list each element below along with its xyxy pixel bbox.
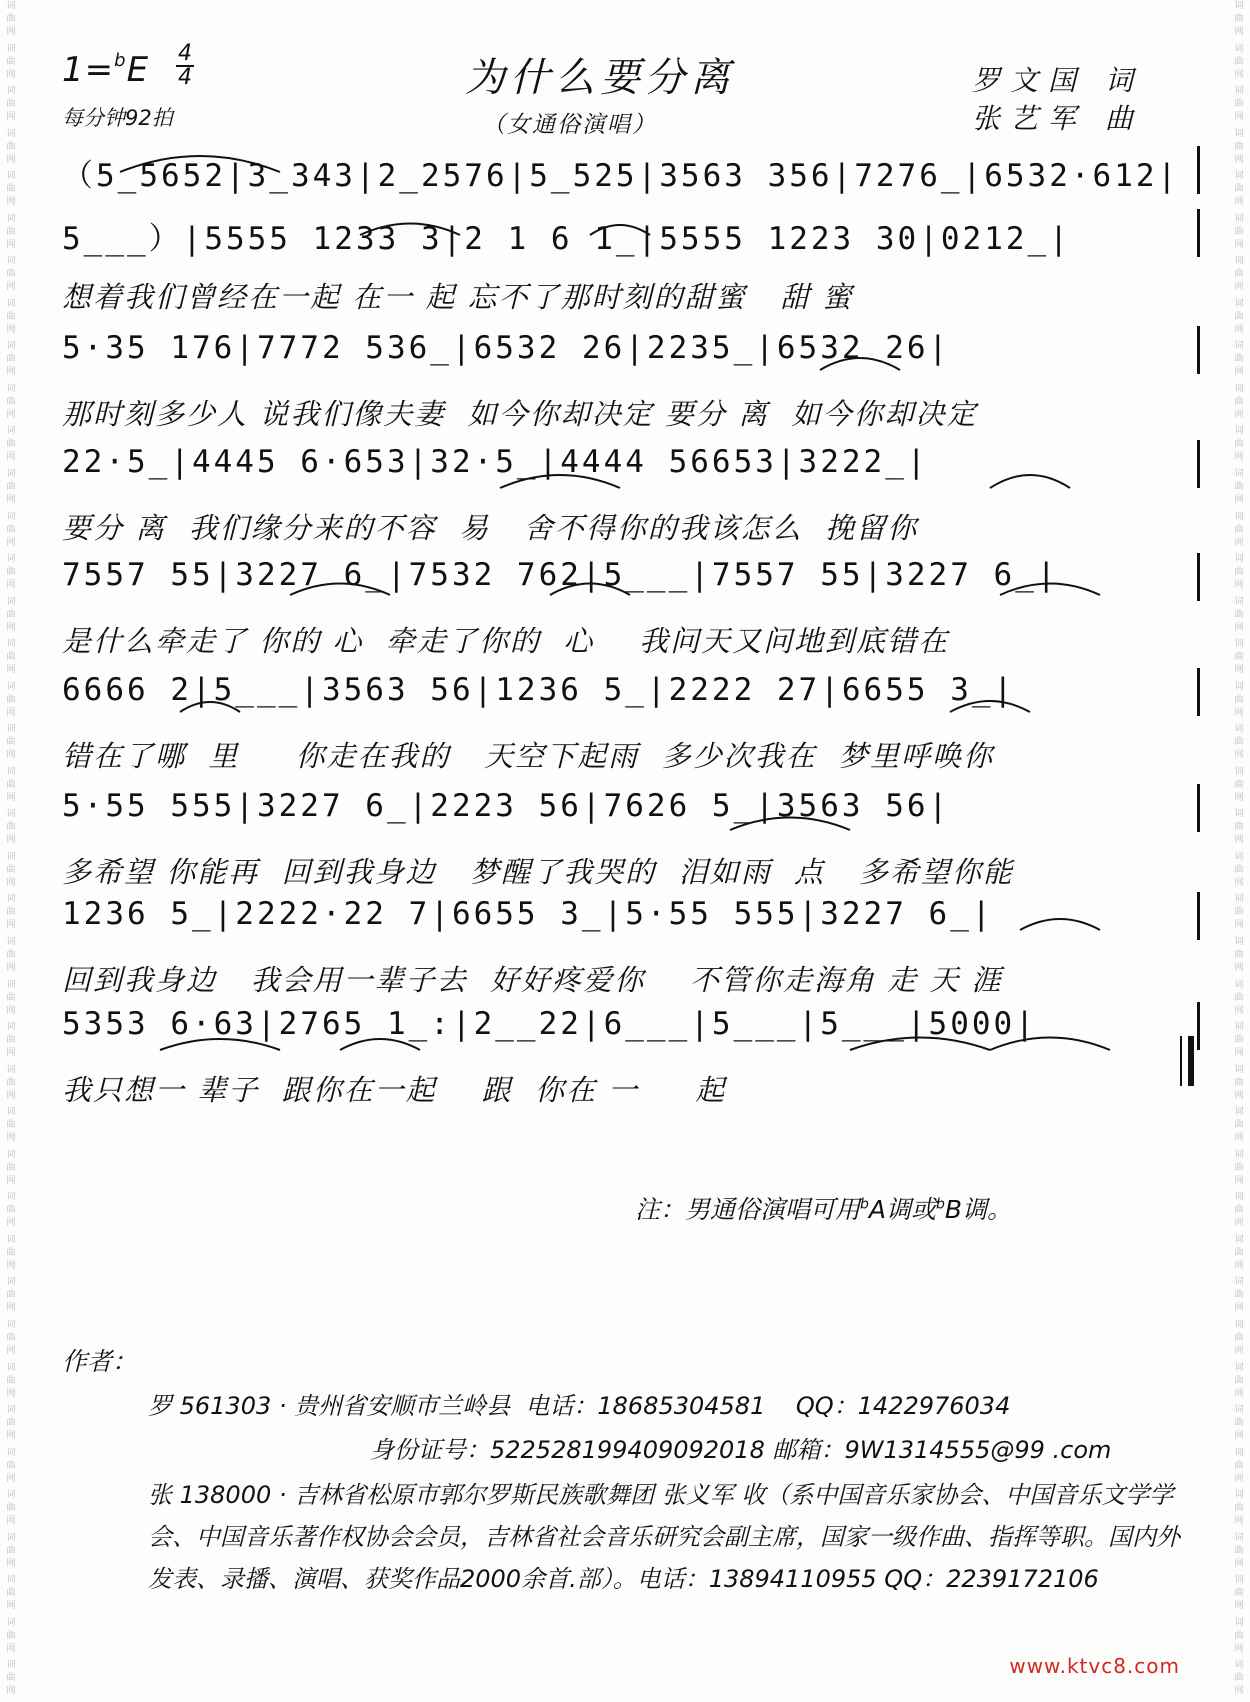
side-watermark-char: 网 bbox=[6, 622, 16, 633]
side-watermark-char: 曲 bbox=[1234, 950, 1244, 961]
side-watermark-char: 曲 bbox=[6, 1162, 16, 1173]
side-watermark-char: 词 bbox=[6, 256, 16, 267]
performance-note: 注：男通俗演唱可用$^b$A调或$^b$B调。 bbox=[635, 1195, 1013, 1224]
barline bbox=[1197, 553, 1200, 601]
side-watermark-char: 网 bbox=[6, 112, 16, 123]
side-watermark-char: 网 bbox=[1234, 197, 1244, 208]
side-watermark-char: 网 bbox=[6, 1345, 16, 1356]
side-watermark-char: 曲 bbox=[6, 396, 16, 407]
side-watermark-char: 曲 bbox=[1234, 1375, 1244, 1386]
side-watermark-char: 词 bbox=[1234, 511, 1244, 522]
side-watermark-char: 曲 bbox=[6, 269, 16, 280]
side-watermark-char: 词 bbox=[6, 554, 16, 565]
side-watermark-char: 网 bbox=[1234, 324, 1244, 335]
credits bbox=[972, 62, 1143, 138]
side-watermark-char: 曲 bbox=[1234, 1162, 1244, 1173]
side-watermark-char: 曲 bbox=[1234, 1332, 1244, 1343]
side-watermark-char: 网 bbox=[6, 1048, 16, 1059]
side-watermark-char: 词 bbox=[1234, 171, 1244, 182]
side-watermark-char: 曲 bbox=[6, 1332, 16, 1343]
side-watermark-char: 曲 bbox=[6, 1460, 16, 1471]
side-watermark-char: 词 bbox=[6, 1064, 16, 1075]
side-watermark-char: 词 bbox=[1234, 639, 1244, 650]
notation-text: 5·55 555|3227 6_|2223 56|7626 5_|3563 56| bbox=[62, 788, 951, 824]
lyric-row: 想着我们曾经在一起 在一 起 忘不了那时刻的甜蜜 甜 蜜 bbox=[62, 280, 854, 314]
side-watermark-char: 网 bbox=[6, 495, 16, 506]
side-watermark-char: 词 bbox=[1234, 1362, 1244, 1373]
side-watermark-char: 词 bbox=[6, 1575, 16, 1586]
side-watermark-char: 网 bbox=[6, 835, 16, 846]
side-watermark-char: 网 bbox=[6, 920, 16, 931]
notation-row bbox=[62, 1006, 1200, 1062]
side-watermark-char: 曲 bbox=[6, 482, 16, 493]
side-watermark-char: 网 bbox=[1234, 963, 1244, 974]
side-watermark-char: 词 bbox=[6, 809, 16, 820]
side-watermark-char: 网 bbox=[6, 963, 16, 974]
side-watermark-char: 词 bbox=[1234, 1107, 1244, 1118]
side-watermark-char: 网 bbox=[1234, 1473, 1244, 1484]
side-watermark-char: 网 bbox=[1234, 920, 1244, 931]
side-watermark-char: 词 bbox=[6, 1149, 16, 1160]
side-watermark-char: 词 bbox=[6, 894, 16, 905]
side-watermark-char: 网 bbox=[6, 1005, 16, 1016]
side-watermark-char: 曲 bbox=[6, 1545, 16, 1556]
side-watermark-char: 词 bbox=[6, 469, 16, 480]
authors-heading: 作者： bbox=[62, 1347, 138, 1376]
side-watermark-char: 曲 bbox=[1234, 184, 1244, 195]
side-watermark-char: 词 bbox=[1234, 766, 1244, 777]
side-watermark-char: 词 bbox=[6, 383, 16, 394]
notation-row bbox=[62, 896, 1200, 952]
side-watermark-char: 网 bbox=[1234, 580, 1244, 591]
side-watermark-char: 曲 bbox=[6, 822, 16, 833]
side-watermark-char: 词 bbox=[6, 1022, 16, 1033]
side-watermark-char: 网 bbox=[1234, 1431, 1244, 1442]
side-watermark-char: 曲 bbox=[1234, 609, 1244, 620]
side-watermark-char: 词 bbox=[1234, 256, 1244, 267]
side-watermark-char: 网 bbox=[6, 580, 16, 591]
side-watermark-char: 词 bbox=[6, 979, 16, 990]
side-watermark-char: 曲 bbox=[1234, 737, 1244, 748]
notation-row bbox=[62, 213, 1200, 269]
side-watermark-char: 词 bbox=[1234, 894, 1244, 905]
song-title: 为什么要分离 bbox=[465, 55, 735, 101]
side-watermark-char: 词 bbox=[1234, 1490, 1244, 1501]
side-watermark-char: 词 bbox=[6, 128, 16, 139]
author-lyricist-id: 身份证号：522528199409092018 邮箱：9W1314555@99 .com bbox=[370, 1436, 1112, 1464]
side-watermark-char: 曲 bbox=[1234, 694, 1244, 705]
side-watermark-char: 曲 bbox=[1234, 141, 1244, 152]
side-watermark-char: 词 bbox=[6, 1277, 16, 1288]
side-watermark-char: 词 bbox=[1234, 1234, 1244, 1245]
side-watermark-char: 曲 bbox=[6, 567, 16, 578]
side-watermark-char: 词 bbox=[6, 298, 16, 309]
side-watermark-char: 网 bbox=[1234, 367, 1244, 378]
side-watermark-char: 网 bbox=[6, 452, 16, 463]
side-watermark-char: 词 bbox=[1234, 851, 1244, 862]
side-watermark-char: 词 bbox=[1234, 1192, 1244, 1203]
side-watermark-char: 曲 bbox=[1234, 1247, 1244, 1258]
side-watermark-char: 曲 bbox=[6, 779, 16, 790]
side-watermark-char: 词 bbox=[6, 1447, 16, 1458]
side-watermark-char: 词 bbox=[6, 426, 16, 437]
side-watermark-char: 曲 bbox=[1234, 482, 1244, 493]
barline bbox=[1197, 326, 1200, 374]
side-watermark-char: 网 bbox=[6, 367, 16, 378]
side-watermark-char: 曲 bbox=[6, 1503, 16, 1514]
side-watermark-char: 曲 bbox=[6, 1418, 16, 1429]
side-watermark-char: 网 bbox=[6, 707, 16, 718]
side-watermark-char: 词 bbox=[1234, 937, 1244, 948]
side-watermark-char: 网 bbox=[1234, 750, 1244, 761]
time-signature bbox=[176, 41, 194, 90]
side-watermark-char: 曲 bbox=[6, 907, 16, 918]
tempo-marking: 每分钟92拍 bbox=[62, 106, 173, 130]
side-watermark-char: 曲 bbox=[6, 1077, 16, 1088]
side-watermark-char: 词 bbox=[6, 1, 16, 11]
side-watermark-char: 网 bbox=[1234, 1218, 1244, 1229]
side-watermark-char: 词 bbox=[1234, 426, 1244, 437]
side-watermark-char: 网 bbox=[1234, 282, 1244, 293]
side-watermark-char: 词 bbox=[6, 1319, 16, 1330]
side-watermark-strip-left bbox=[0, 0, 22, 1702]
side-watermark-char: 网 bbox=[6, 1218, 16, 1229]
side-watermark-char: 曲 bbox=[1234, 1460, 1244, 1471]
side-watermark-char: 词 bbox=[6, 341, 16, 352]
side-watermark-char: 网 bbox=[1234, 239, 1244, 250]
side-watermark-char: 词 bbox=[1234, 1575, 1244, 1586]
side-watermark-char: 曲 bbox=[6, 609, 16, 620]
side-watermark-char: 曲 bbox=[6, 737, 16, 748]
notation-text: 5·35 176|7772 536_|6532 26|2235_|6532 26| bbox=[62, 330, 951, 366]
site-watermark: www.ktvc8.com bbox=[1009, 1654, 1180, 1678]
side-watermark-char: 词 bbox=[6, 1490, 16, 1501]
side-watermark-char: 网 bbox=[1234, 452, 1244, 463]
side-watermark-char: 网 bbox=[6, 792, 16, 803]
notation-text: 6666 2|5___|3563 56|1236 5_|2222 27|6655 3_| bbox=[62, 672, 1016, 708]
side-watermark-char: 网 bbox=[6, 239, 16, 250]
side-watermark-char: 网 bbox=[6, 197, 16, 208]
notation-text: 1236 5_|2222·22 7|6655 3_|5·55 555|3227 6_| bbox=[62, 896, 994, 932]
side-watermark-char: 网 bbox=[6, 1133, 16, 1144]
side-watermark-char: 曲 bbox=[1234, 1205, 1244, 1216]
side-watermark-char: 曲 bbox=[1234, 652, 1244, 663]
side-watermark-char: 网 bbox=[1234, 112, 1244, 123]
side-watermark-char: 曲 bbox=[6, 652, 16, 663]
side-watermark-char: 曲 bbox=[6, 56, 16, 67]
barline bbox=[1197, 209, 1200, 257]
side-watermark-char: 曲 bbox=[1234, 1503, 1244, 1514]
side-watermark-char: 网 bbox=[6, 1175, 16, 1186]
side-watermark-char: 曲 bbox=[6, 226, 16, 237]
side-watermark-char: 网 bbox=[1234, 1260, 1244, 1271]
side-watermark-char: 词 bbox=[1234, 86, 1244, 97]
side-watermark-char: 词 bbox=[6, 681, 16, 692]
side-watermark-char: 网 bbox=[6, 1090, 16, 1101]
lyric-row: 多希望 你能再 回到我身边 梦醒了我哭的 泪如雨 点 多希望你能 bbox=[62, 855, 1014, 889]
side-watermark-char: 词 bbox=[6, 1107, 16, 1118]
side-watermark-char: 曲 bbox=[1234, 1588, 1244, 1599]
side-watermark-char: 词 bbox=[6, 86, 16, 97]
time-signature-bottom: 4 bbox=[178, 65, 192, 90]
side-watermark-char: 曲 bbox=[1234, 1545, 1244, 1556]
side-watermark-char: 网 bbox=[1234, 537, 1244, 548]
side-watermark-char: 曲 bbox=[1234, 1290, 1244, 1301]
notation-text: 5353 6·63|2765 1_:|2__22|6___|5___|5___|5000| bbox=[62, 1006, 1037, 1042]
side-watermark-char: 曲 bbox=[6, 1290, 16, 1301]
side-watermark-char: 网 bbox=[6, 27, 16, 37]
side-watermark-char: 词 bbox=[6, 596, 16, 607]
side-watermark-char: 网 bbox=[6, 154, 16, 165]
side-watermark-char: 词 bbox=[6, 213, 16, 224]
side-watermark-char: 词 bbox=[6, 724, 16, 735]
side-watermark-char: 词 bbox=[6, 171, 16, 182]
side-watermark-char: 网 bbox=[1234, 1048, 1244, 1059]
side-watermark-char: 词 bbox=[1234, 341, 1244, 352]
side-watermark-char: 曲 bbox=[6, 439, 16, 450]
side-watermark-char: 词 bbox=[1234, 979, 1244, 990]
composer-credit: 张艺军 曲 bbox=[972, 102, 1143, 135]
side-watermark-char: 曲 bbox=[6, 524, 16, 535]
side-watermark-char: 词 bbox=[1234, 724, 1244, 735]
side-watermark-char: 词 bbox=[6, 1362, 16, 1373]
side-watermark-char: 曲 bbox=[1234, 439, 1244, 450]
lyricist-credit: 罗文国 词 bbox=[972, 64, 1143, 97]
barline bbox=[1197, 146, 1200, 194]
side-watermark-char: 词 bbox=[6, 851, 16, 862]
side-watermark-char: 网 bbox=[6, 409, 16, 420]
side-watermark-char: 曲 bbox=[6, 694, 16, 705]
side-watermark-char: 词 bbox=[6, 766, 16, 777]
side-watermark-char: 曲 bbox=[6, 1673, 16, 1684]
side-watermark-char: 网 bbox=[1234, 1558, 1244, 1569]
side-watermark-char: 网 bbox=[1234, 1516, 1244, 1527]
side-watermark-char: 网 bbox=[1234, 1175, 1244, 1186]
side-watermark-char: 曲 bbox=[1234, 524, 1244, 535]
lyric-row: 要分 离 我们缘分来的不容 易 舍不得你的我该怎么 挽留你 bbox=[62, 511, 919, 545]
side-watermark-char: 网 bbox=[1234, 1345, 1244, 1356]
side-watermark-char: 词 bbox=[1234, 43, 1244, 54]
side-watermark-char: 词 bbox=[1234, 1149, 1244, 1160]
side-watermark-char: 词 bbox=[6, 43, 16, 54]
side-watermark-char: 网 bbox=[6, 1601, 16, 1612]
side-watermark-char: 曲 bbox=[1234, 311, 1244, 322]
time-signature-top: 4 bbox=[178, 41, 192, 66]
side-watermark-char: 曲 bbox=[6, 1035, 16, 1046]
lyric-row: 我只想一 辈子 跟你在一起 跟 你在 一 起 bbox=[62, 1073, 727, 1107]
side-watermark-char: 网 bbox=[1234, 69, 1244, 80]
side-watermark-char: 曲 bbox=[1234, 269, 1244, 280]
side-watermark-strip-right bbox=[1228, 0, 1250, 1702]
side-watermark-char: 网 bbox=[1234, 1303, 1244, 1314]
notation-text: 7557 55|3227 6_|7532 762|5___|7557 55|3227 6_| bbox=[62, 557, 1059, 593]
side-watermark-char: 曲 bbox=[1234, 396, 1244, 407]
side-watermark-char: 曲 bbox=[6, 354, 16, 365]
side-watermark-char: 曲 bbox=[6, 1205, 16, 1216]
side-watermark-char: 词 bbox=[1234, 1022, 1244, 1033]
key-signature: 1=$^b$E bbox=[62, 50, 150, 90]
side-watermark-char: 曲 bbox=[6, 99, 16, 110]
side-watermark-char: 网 bbox=[6, 750, 16, 761]
side-watermark-char: 曲 bbox=[1234, 226, 1244, 237]
side-watermark-char: 词 bbox=[1234, 554, 1244, 565]
side-watermark-char: 网 bbox=[1234, 154, 1244, 165]
side-watermark-char: 词 bbox=[1234, 809, 1244, 820]
notation-row bbox=[62, 330, 1200, 386]
side-watermark-char: 曲 bbox=[6, 1588, 16, 1599]
side-watermark-char: 网 bbox=[1234, 1686, 1244, 1697]
author-composer-contact: 张 138000 · 吉林省松原市郭尔罗斯民族歌舞团 张义军 收（系中国音乐家协会、中国音乐文学学会、中国音乐著作权协会会员，吉林省社会音乐研究会副主席，国家一级作曲、指挥等职。国内外发表、录播、演唱、获奖作品2000余首.部）。电话：13894110955 QQ：2239172106 bbox=[148, 1481, 1180, 1593]
side-watermark-char: 词 bbox=[1234, 1277, 1244, 1288]
side-watermark-char: 曲 bbox=[6, 1630, 16, 1641]
barline bbox=[1197, 784, 1200, 832]
side-watermark-char: 网 bbox=[6, 1558, 16, 1569]
barline bbox=[1197, 1002, 1200, 1050]
side-watermark-char: 词 bbox=[1234, 1447, 1244, 1458]
side-watermark-char: 词 bbox=[6, 937, 16, 948]
side-watermark-char: 网 bbox=[6, 1686, 16, 1697]
side-watermark-char: 网 bbox=[1234, 877, 1244, 888]
side-watermark-char: 曲 bbox=[6, 1120, 16, 1131]
side-watermark-char: 网 bbox=[1234, 1005, 1244, 1016]
lyric-row: 错在了哪 里 你走在我的 天空下起雨 多少次我在 梦里呼唤你 bbox=[62, 739, 995, 773]
side-watermark-char: 曲 bbox=[1234, 992, 1244, 1003]
side-watermark-char: 曲 bbox=[1234, 56, 1244, 67]
side-watermark-char: 网 bbox=[1234, 1133, 1244, 1144]
side-watermark-char: 曲 bbox=[1234, 907, 1244, 918]
side-watermark-char: 网 bbox=[1234, 622, 1244, 633]
side-watermark-char: 曲 bbox=[6, 184, 16, 195]
side-watermark-char: 词 bbox=[1234, 1405, 1244, 1416]
side-watermark-char: 词 bbox=[1234, 1319, 1244, 1330]
side-watermark-char: 曲 bbox=[1234, 354, 1244, 365]
barline bbox=[1197, 892, 1200, 940]
side-watermark-char: 网 bbox=[1234, 835, 1244, 846]
side-watermark-char: 曲 bbox=[1234, 1120, 1244, 1131]
side-watermark-char: 词 bbox=[1234, 1660, 1244, 1671]
side-watermark-char: 曲 bbox=[1234, 1673, 1244, 1684]
side-watermark-char: 曲 bbox=[6, 14, 16, 24]
side-watermark-char: 曲 bbox=[1234, 567, 1244, 578]
notation-text: （5_5652|3_343|2_2576|5_525|3563 356|7276_|6532·612| bbox=[62, 158, 1180, 194]
notation-row bbox=[62, 788, 1200, 844]
side-watermark-char: 曲 bbox=[1234, 1630, 1244, 1641]
side-watermark-char: 曲 bbox=[1234, 779, 1244, 790]
side-watermark-char: 词 bbox=[6, 1660, 16, 1671]
side-watermark-char: 网 bbox=[1234, 409, 1244, 420]
side-watermark-char: 网 bbox=[1234, 665, 1244, 676]
side-watermark-char: 曲 bbox=[6, 1247, 16, 1258]
side-watermark-char: 词 bbox=[1234, 681, 1244, 692]
notation-row bbox=[62, 557, 1200, 613]
side-watermark-char: 词 bbox=[1234, 469, 1244, 480]
song-subtitle: （女通俗演唱） bbox=[482, 112, 657, 138]
side-watermark-char: 网 bbox=[6, 1388, 16, 1399]
side-watermark-char: 网 bbox=[6, 537, 16, 548]
side-watermark-char: 词 bbox=[1234, 383, 1244, 394]
notation-row bbox=[62, 444, 1200, 500]
lyric-row: 那时刻多少人 说我们像夫妻 如今你却决定 要分 离 如今你却决定 bbox=[62, 397, 978, 431]
side-watermark-char: 网 bbox=[6, 324, 16, 335]
author-lyricist-contact: 罗 561303 · 贵州省安顺市兰岭县 电话：18685304581 QQ：1422976034 bbox=[148, 1392, 1011, 1420]
side-watermark-char: 曲 bbox=[6, 864, 16, 875]
notation-row bbox=[62, 150, 1200, 206]
side-watermark-char: 曲 bbox=[6, 992, 16, 1003]
side-watermark-char: 词 bbox=[1234, 1, 1244, 11]
side-watermark-char: 曲 bbox=[6, 311, 16, 322]
side-watermark-char: 词 bbox=[6, 1192, 16, 1203]
side-watermark-char: 网 bbox=[6, 665, 16, 676]
side-watermark-char: 词 bbox=[6, 1617, 16, 1628]
side-watermark-char: 网 bbox=[6, 1516, 16, 1527]
side-watermark-char: 曲 bbox=[6, 1375, 16, 1386]
side-watermark-char: 网 bbox=[6, 282, 16, 293]
side-watermark-char: 曲 bbox=[1234, 1035, 1244, 1046]
side-watermark-char: 曲 bbox=[6, 141, 16, 152]
side-watermark-char: 词 bbox=[1234, 1064, 1244, 1075]
lyric-row: 回到我身边 我会用一辈子去 好好疼爱你 不管你走海角 走 天 涯 bbox=[62, 963, 1003, 997]
side-watermark-char: 网 bbox=[1234, 27, 1244, 37]
side-watermark-char: 网 bbox=[1234, 1601, 1244, 1612]
side-watermark-char: 词 bbox=[6, 1532, 16, 1543]
side-watermark-char: 词 bbox=[6, 511, 16, 522]
side-watermark-char: 词 bbox=[1234, 1617, 1244, 1628]
side-watermark-char: 网 bbox=[6, 1303, 16, 1314]
side-watermark-char: 曲 bbox=[1234, 822, 1244, 833]
notation-row bbox=[62, 672, 1200, 728]
side-watermark-char: 网 bbox=[1234, 707, 1244, 718]
side-watermark-char: 网 bbox=[1234, 1090, 1244, 1101]
notation-text: 5___）|5555 1233 3|2 1 6 1_|5555 1223 30|0212_| bbox=[62, 221, 1071, 257]
lyric-row: 是什么牵走了 你的 心 牵走了你的 心 我问天又问地到底错在 bbox=[62, 624, 950, 658]
side-watermark-char: 词 bbox=[1234, 298, 1244, 309]
side-watermark-char: 曲 bbox=[1234, 1077, 1244, 1088]
side-watermark-char: 曲 bbox=[1234, 14, 1244, 24]
side-watermark-char: 网 bbox=[6, 1643, 16, 1654]
side-watermark-char: 曲 bbox=[1234, 1418, 1244, 1429]
side-watermark-char: 网 bbox=[1234, 495, 1244, 506]
side-watermark-char: 词 bbox=[1234, 213, 1244, 224]
side-watermark-char: 词 bbox=[6, 639, 16, 650]
side-watermark-char: 网 bbox=[1234, 1643, 1244, 1654]
side-watermark-char: 词 bbox=[1234, 596, 1244, 607]
side-watermark-char: 词 bbox=[1234, 1532, 1244, 1543]
side-watermark-char: 网 bbox=[6, 1473, 16, 1484]
side-watermark-char: 曲 bbox=[6, 950, 16, 961]
side-watermark-char: 网 bbox=[1234, 792, 1244, 803]
side-watermark-char: 曲 bbox=[1234, 99, 1244, 110]
side-watermark-char: 网 bbox=[1234, 1388, 1244, 1399]
side-watermark-char: 网 bbox=[6, 1431, 16, 1442]
side-watermark-char: 词 bbox=[6, 1405, 16, 1416]
side-watermark-char: 网 bbox=[6, 877, 16, 888]
notation-text: 22·5_|4445 6·653|32·5_|4444 56653|3222_| bbox=[62, 444, 929, 480]
side-watermark-char: 词 bbox=[1234, 128, 1244, 139]
side-watermark-char: 词 bbox=[6, 1234, 16, 1245]
side-watermark-char: 网 bbox=[6, 1260, 16, 1271]
barline bbox=[1197, 440, 1200, 488]
side-watermark-char: 曲 bbox=[1234, 864, 1244, 875]
side-watermark-char: 网 bbox=[6, 69, 16, 80]
barline bbox=[1197, 668, 1200, 716]
